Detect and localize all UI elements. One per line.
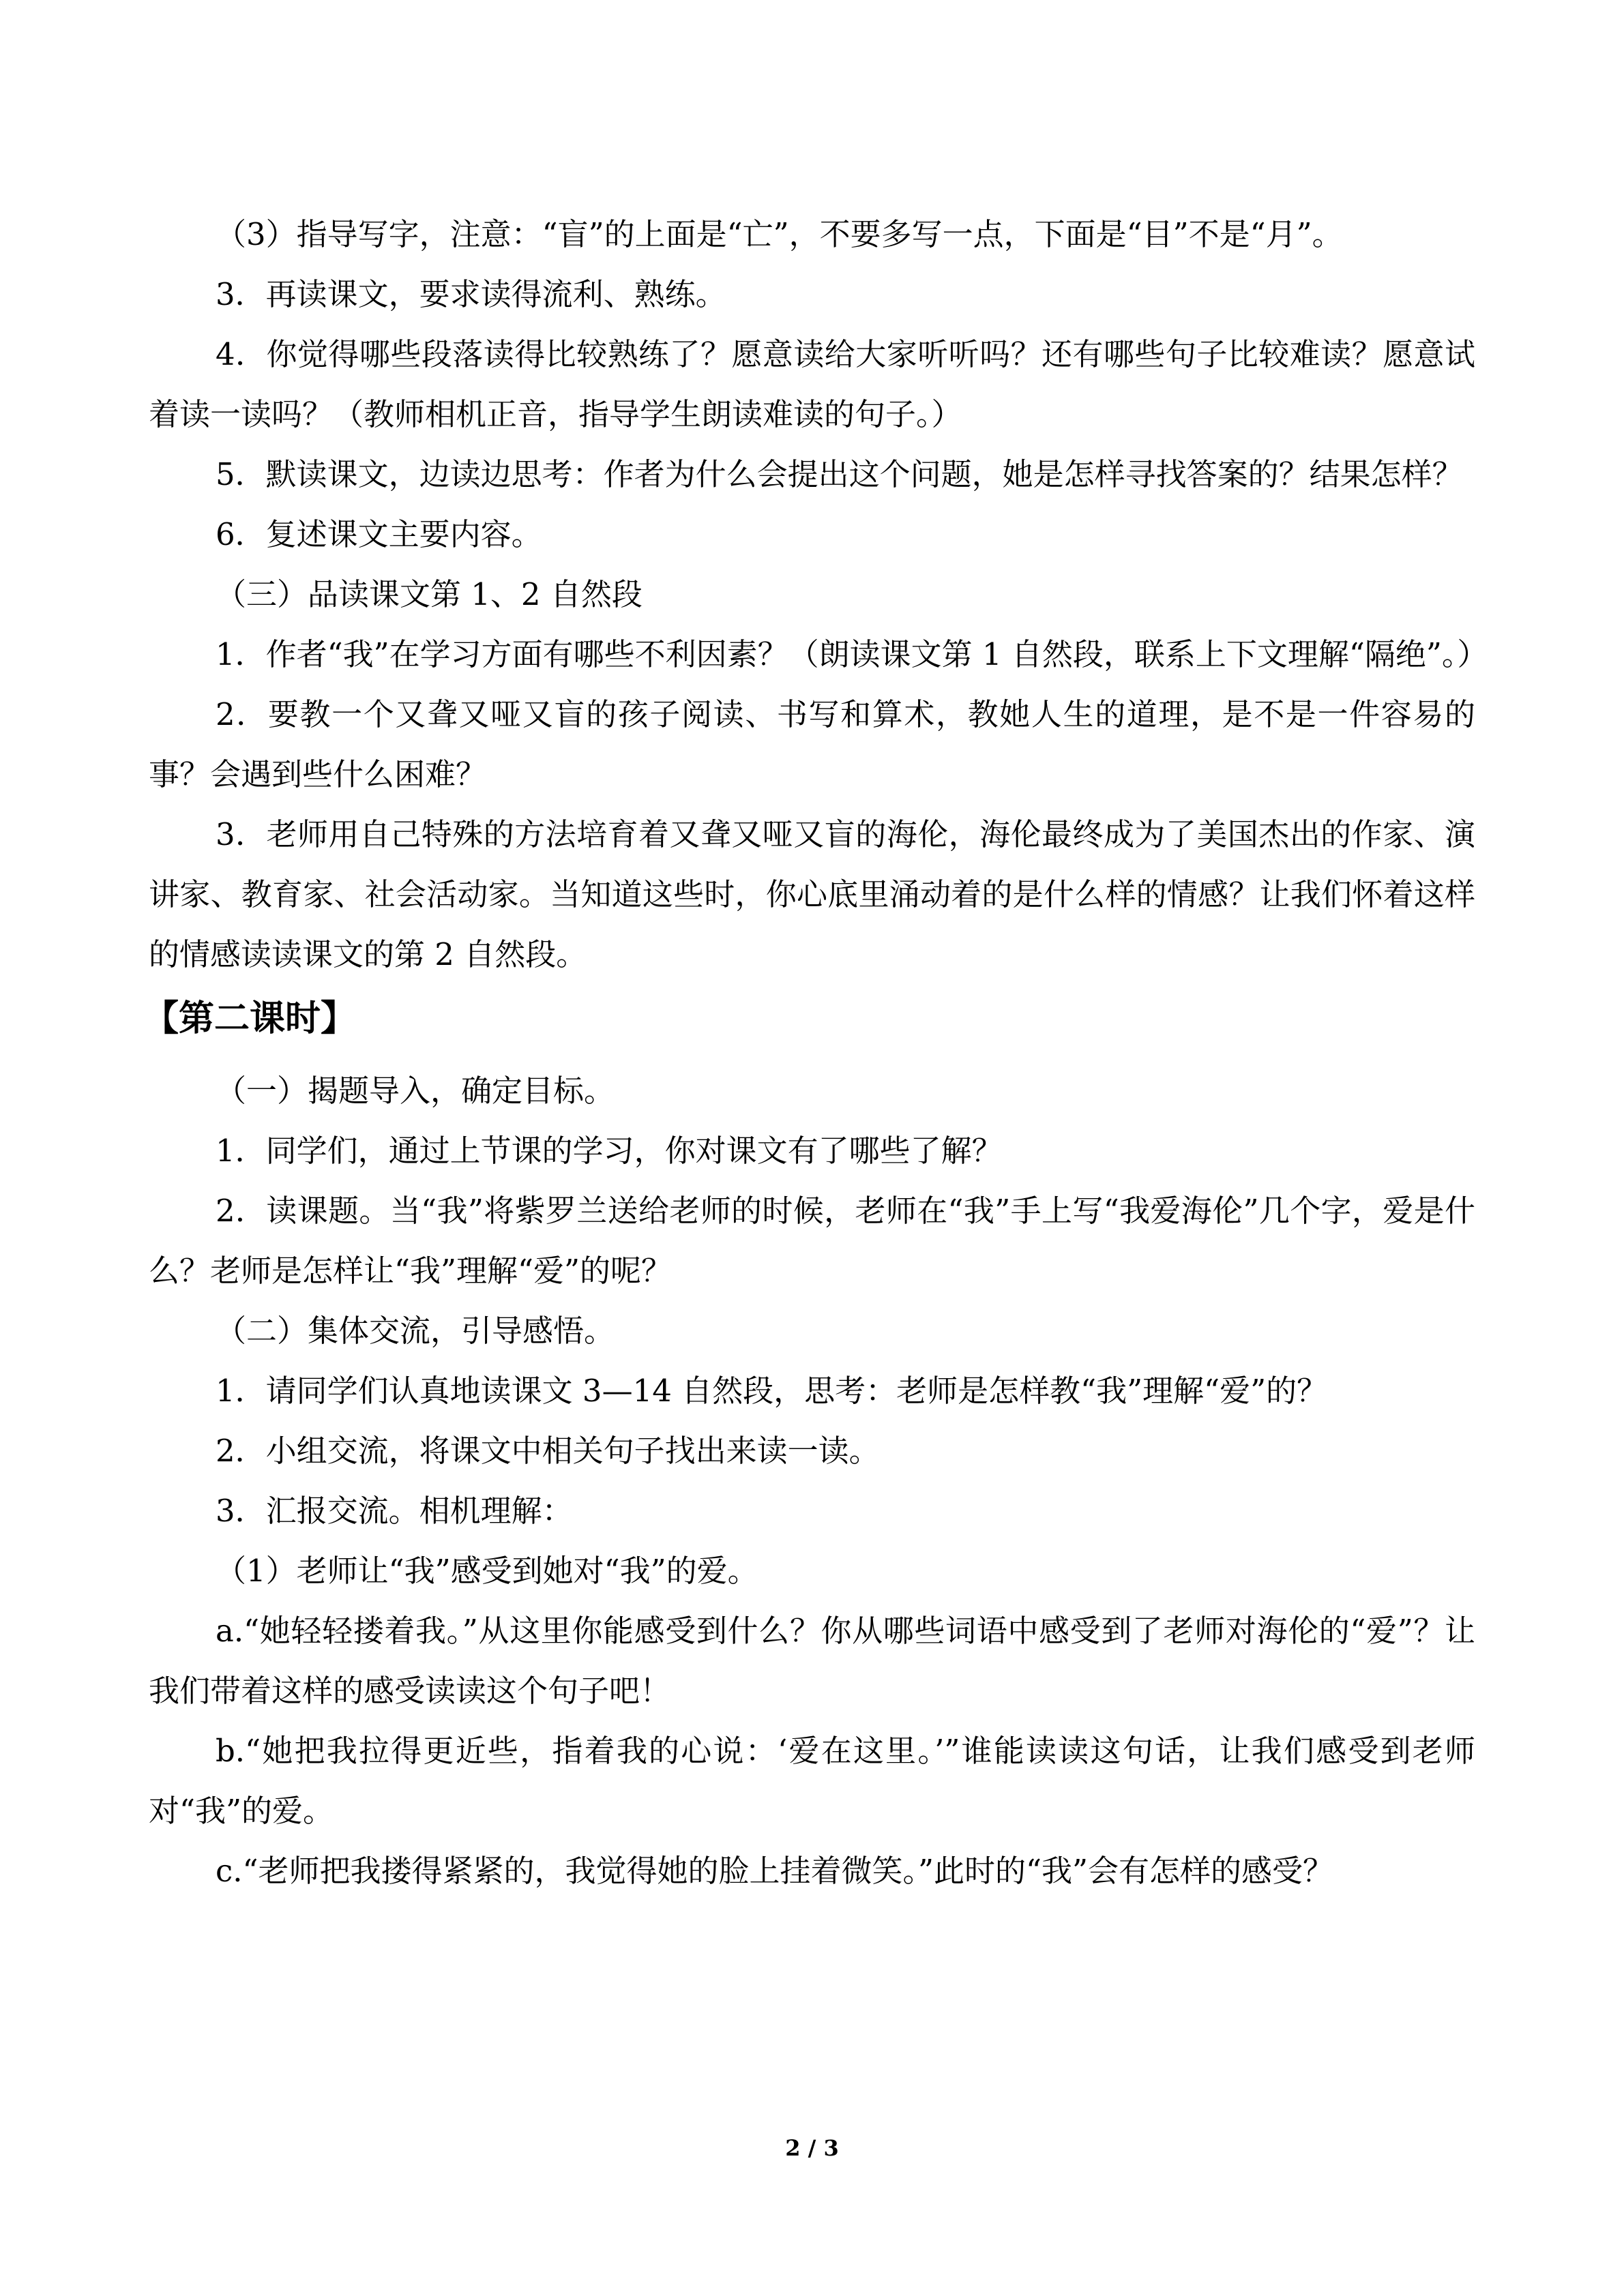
subsection-title-introduction: （一）揭题导入，确定目标。 [216, 1073, 615, 1109]
paragraph-review-question: 1．同学们，通过上节课的学习，你对课文有了哪些了解？ [216, 1133, 1003, 1169]
paragraph-read-carefully: 1．请同学们认真地读课文 3—14 自然段，思考：老师是怎样教“我”理解“爱”的？ [216, 1373, 1328, 1409]
paragraph-retell: 6．复述课文主要内容。 [216, 516, 542, 552]
paragraph-item-c: c.“老师把我搂得紧紧的，我觉得她的脸上挂着微笑。”此时的“我”会有怎样的感受？ [216, 1853, 1334, 1889]
paragraph-teacher-love: （1）老师让“我”感受到她对“我”的爱。 [216, 1553, 758, 1589]
paragraph-unfavorable-factors: 1．作者“我”在学习方面有哪些不利因素？（朗读课文第 1 自然段，联系上下文理解“隔绝”。） [216, 636, 1488, 672]
paragraph-teacher-method: 3．老师用自己特殊的方法培育着又聋又哑又盲的海伦，海伦最终成为了美国杰出的作家、演讲家、教育家、社会活动家。当知道这些时，你心底里涌动着的是什么样的情感？让我们怀着这样的情感读读课文的第 2 自然段。 [149, 816, 1475, 972]
subsection-title-group-exchange: （二）集体交流，引导感悟。 [216, 1313, 615, 1349]
paragraph-difficulties: 2．要教一个又聋又哑又盲的孩子阅读、书写和算术，教她人生的道理，是不是一件容易的事？会遇到些什么困难？ [149, 696, 1475, 792]
subsection-title-read-paragraphs: （三）品读课文第 1、2 自然段 [216, 576, 643, 612]
paragraph-writing-guidance: （3）指导写字，注意：“盲”的上面是“亡”，不要多写一点，下面是“目”不是“月”。 [216, 216, 1343, 252]
paragraph-reread-text: 3．再读课文，要求读得流利、熟练。 [216, 276, 726, 312]
section-heading-container [143, 985, 1475, 1061]
paragraph-report-exchange: 3．汇报交流。相机理解： [216, 1493, 573, 1529]
paragraph-silent-reading: 5．默读课文，边读边思考：作者为什么会提出这个问题，她是怎样寻找答案的？结果怎样？ [216, 456, 1463, 492]
paragraph-group-discussion: 2．小组交流，将课文中相关句子找出来读一读。 [216, 1433, 880, 1469]
page-number: 2 / 3 [785, 2135, 839, 2161]
paragraph-item-b: b.“她把我拉得更近些，指着我的心说：‘爱在这里。’”谁能读读这句话，让我们感受到老师对“我”的爱。 [149, 1733, 1475, 1829]
paragraph-fluent-reading: 4．你觉得哪些段落读得比较熟练了？愿意读给大家听听吗？还有哪些句子比较难读？愿意试着读一读吗？（教师相机正音，指导学生朗读难读的句子。） [149, 336, 1475, 432]
section-heading-second-lesson: 【第二课时】 [143, 998, 357, 1039]
document-body [143, 205, 1488, 1901]
paragraph-read-title: 2．读课题。当“我”将紫罗兰送给老师的时候，老师在“我”手上写“我爱海伦”几个字，爱是什么？老师是怎样让“我”理解“爱”的呢？ [149, 1193, 1475, 1289]
paragraph-item-a: a.“她轻轻搂着我。”从这里你能感受到什么？你从哪些词语中感受到了老师对海伦的“爱”？让我们带着这样的感受读读这个句子吧！ [149, 1613, 1475, 1709]
